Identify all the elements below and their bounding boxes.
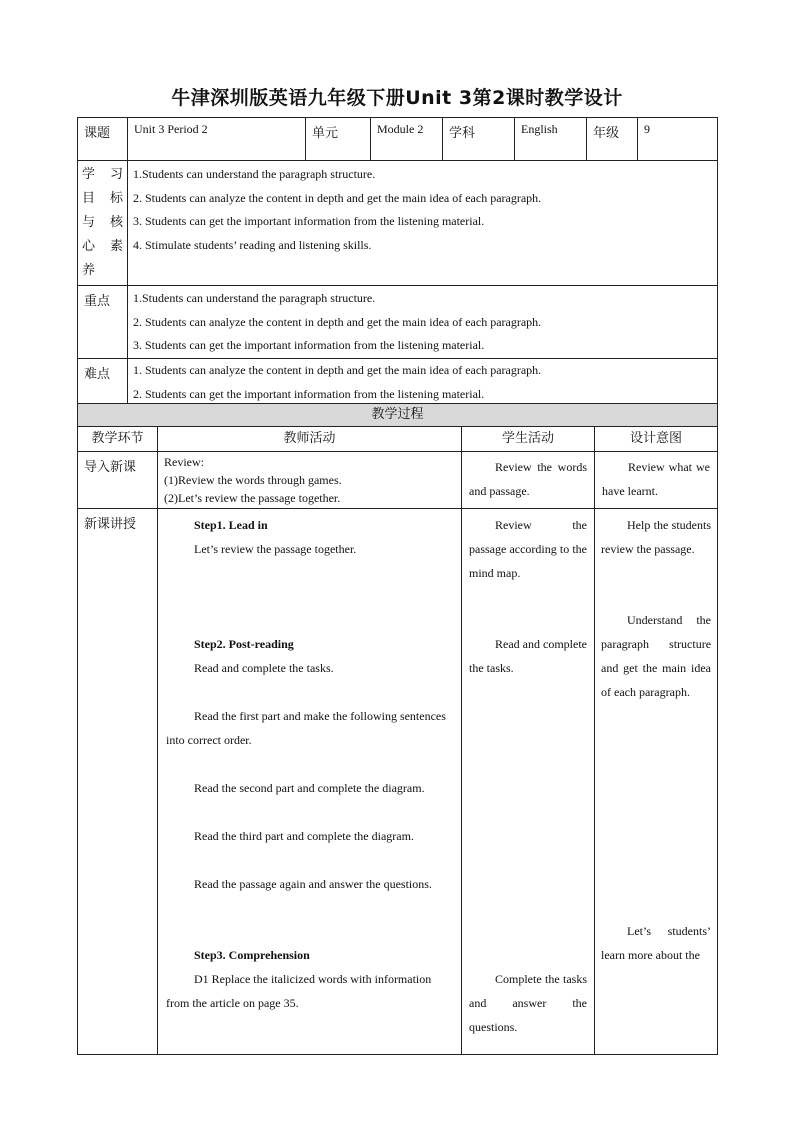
step3-title: Step3. Comprehension bbox=[194, 948, 310, 962]
step2-student: Read and complete the tasks. bbox=[469, 637, 587, 675]
grade-label: 年级 bbox=[587, 118, 638, 161]
lesson-info-table bbox=[77, 117, 718, 407]
difficulties-label: 难点 bbox=[78, 359, 128, 407]
difficulties-row bbox=[78, 359, 718, 407]
step2-purpose: Understand the paragraph structure and get the main idea of each paragraph. bbox=[601, 613, 712, 699]
topic-label: 课题 bbox=[78, 118, 128, 161]
step2-text: Read the third part and complete the diagram. bbox=[194, 829, 414, 843]
new-lesson-teacher bbox=[158, 509, 462, 1055]
step3-text: D1 Replace the italicized words with information from the article on page 35. bbox=[166, 972, 432, 1010]
key-points-label: 重点 bbox=[78, 286, 128, 359]
step3-student: Complete the tasks and answer the questions. bbox=[469, 972, 587, 1034]
grade-value: 9 bbox=[638, 118, 718, 161]
topic-value: Unit 3 Period 2 bbox=[128, 118, 306, 161]
unit-label: 单元 bbox=[306, 118, 371, 161]
column-header-teacher: 教师活动 bbox=[158, 427, 462, 452]
subject-value: English bbox=[515, 118, 587, 161]
unit-value: Module 2 bbox=[371, 118, 443, 161]
step3-purpose: Let’s students’ learn more about the bbox=[601, 924, 712, 962]
objective-item: 3. Students can get the important information from the listening material. bbox=[133, 214, 485, 228]
page-title: 牛津深圳版英语九年级下册Unit 3第2课时教学设计 bbox=[171, 87, 623, 109]
subject-label: 学科 bbox=[443, 118, 515, 161]
process-header-row bbox=[78, 404, 718, 427]
key-points-list bbox=[128, 286, 718, 359]
column-header-student: 学生活动 bbox=[462, 427, 595, 452]
step1-student: Review the passage according to the mind map. bbox=[469, 518, 587, 580]
intro-student: Review the words and passage. bbox=[462, 452, 595, 509]
objectives-label: 学习 目 标 与 核 心 素 养 bbox=[78, 161, 128, 286]
info-row bbox=[78, 118, 718, 161]
intro-purpose: Review what we have learnt. bbox=[595, 452, 718, 509]
step2-text: Read the second part and complete the diagram. bbox=[194, 781, 425, 795]
step2-text: Read and complete the tasks. bbox=[194, 661, 334, 675]
intro-row bbox=[78, 452, 718, 509]
column-header-row bbox=[78, 427, 718, 452]
step2-text: Read the first part and make the following sentences into correct order. bbox=[166, 709, 446, 747]
step1-title: Step1. Lead in bbox=[194, 518, 268, 532]
column-header-purpose: 设计意图 bbox=[595, 427, 718, 452]
teaching-process-table bbox=[77, 403, 718, 1055]
key-point-item: 1.Students can understand the paragraph structure. bbox=[133, 291, 376, 305]
key-point-item: 3. Students can get the important information from the listening material. bbox=[133, 338, 485, 352]
new-lesson-row bbox=[78, 509, 718, 1055]
intro-stage: 导入新课 bbox=[78, 452, 158, 509]
intro-teacher: Review: (1)Review the words through games. (2)Let’s review the passage together. bbox=[158, 452, 462, 509]
step1-text: Let’s review the passage together. bbox=[194, 542, 357, 556]
objective-item: 4. Stimulate students’ reading and listening skills. bbox=[133, 237, 372, 252]
column-header-stage: 教学环节 bbox=[78, 427, 158, 452]
key-point-item: 2. Students can analyze the content in depth and get the main idea of each paragraph. bbox=[133, 314, 542, 329]
difficulty-item: 2. Students can get the important information from the listening material. bbox=[133, 386, 485, 401]
objectives-list bbox=[128, 161, 718, 286]
objective-item: 1.Students can understand the paragraph structure. bbox=[133, 167, 376, 181]
new-lesson-purpose bbox=[595, 509, 718, 1055]
key-points-row bbox=[78, 286, 718, 359]
new-lesson-student bbox=[462, 509, 595, 1055]
step1-purpose: Help the students review the passage. bbox=[601, 518, 712, 556]
new-lesson-stage: 新课讲授 bbox=[78, 509, 158, 1055]
process-header: 教学过程 bbox=[78, 404, 718, 427]
objectives-row bbox=[78, 161, 718, 286]
difficulties-list bbox=[128, 359, 718, 407]
difficulty-item: 1. Students can analyze the content in depth and get the main idea of each paragraph. bbox=[133, 363, 542, 377]
step2-text: Read the passage again and answer the questions. bbox=[194, 877, 432, 891]
step2-title: Step2. Post-reading bbox=[194, 637, 294, 651]
objective-item: 2. Students can analyze the content in depth and get the main idea of each paragraph. bbox=[133, 190, 542, 205]
